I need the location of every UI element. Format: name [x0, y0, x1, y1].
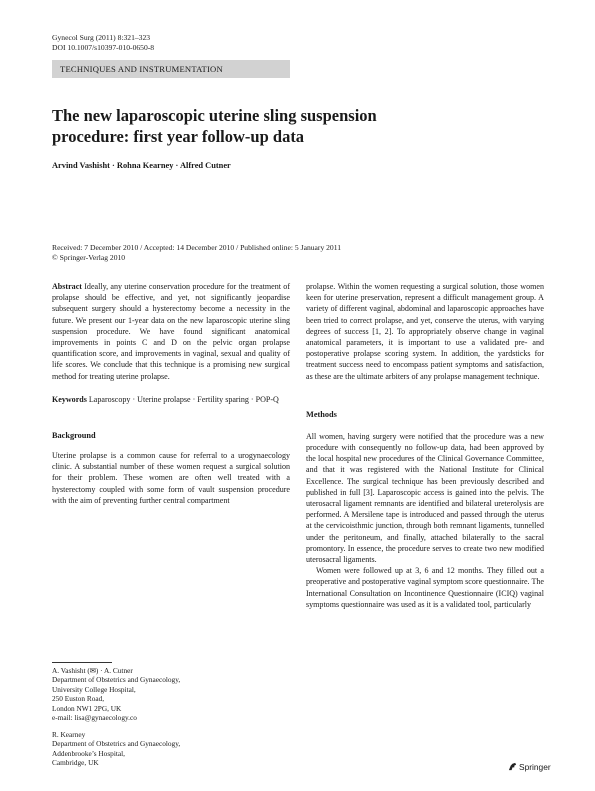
- methods-paragraph-2: Women were followed up at 3, 6 and 12 months. They filled out a preoperative and postoperative vaginal symptom score questionnaire. The International Consultation on Incontinence Questionnaire (ICIQ) vaginal symptoms questionnaire was used as it is a validated tool, particularly: [306, 566, 544, 609]
- intro-continued-paragraph: prolapse. Within the women requesting a surgical solution, those women keen for uterine preservation, represent a difficult management group. A variety of different vaginal, abdominal and laparoscopic approaches have been tried to correct prolapse, and yet, conserve the uterus, with varying degrees of success [1, 2]. To appropriately observe change in vaginal anatomical parameters, it is important to use a validated pre- and postoperative prolapse scoring system. In addition, the yardsticks for treatment success need to encompass patient symptoms and satisfaction, as these are the ultimate arbiters of any prolapse management technique.: [306, 282, 544, 381]
- keywords-label: Keywords: [52, 394, 87, 404]
- affiliation-2: [52, 730, 290, 768]
- affil1-dept: Department of Obstetrics and Gynaecology,: [52, 675, 181, 685]
- doi: DOI 10.1007/s10397-010-0650-8: [52, 43, 155, 52]
- methods-paragraph-1: All women, having surgery were notified that the procedure was a new procedure with consequently no follow-up data, had been approved by the local hospital new procedures of the Clinical Governance Committee, and that it was registered with the National Institute for Clinical Excellence. The surgical technique has been previously described and published in full [3]. Laparoscopic access is gained into the pelvis. The uterosacral ligament remnants are identified and bilateral ureterolysis are performed. A Mersilene tape is introduced and passed through the uterus at the cervicoisthmic junction, through both remnant ligaments, tunnelled under the peritoneum, and finally, attached bilaterally to the sacral promontory. In essence, the procedure serves to create two new modified uterosacral ligaments.: [306, 431, 544, 565]
- journal-citation: Gynecol Surg (2011) 8:321–323: [52, 33, 151, 42]
- springer-wordmark: Springer: [519, 762, 551, 772]
- section-banner: [52, 60, 290, 78]
- springer-horse-icon: [508, 762, 517, 771]
- copyright: © Springer-Verlag 2010: [52, 253, 126, 262]
- background-paragraph: Uterine prolapse is a common cause for referral to a urogynaecology clinic. A substantial number of these women request a surgical solution for their problem. These women are often well treated with a hysterectomy coupled with some form of vault suspension procedure with the aim of preventing further central compartment: [52, 451, 290, 505]
- affil1-inst: University College Hospital,: [52, 684, 136, 694]
- affil1-names: A. Vashisht (✉) · A. Cutner: [52, 666, 133, 675]
- affil1-email[interactable]: e-mail: lisa@gynaecology.co: [52, 713, 137, 723]
- methods-heading: Methods: [306, 409, 337, 419]
- keywords: [52, 394, 290, 405]
- publication-dates: Received: 7 December 2010 / Accepted: 14 December 2010 / Published online: 5 January 2011: [52, 243, 342, 252]
- title-line-1: The new laparoscopic uterine sling suspension: [52, 106, 377, 125]
- author-list: Arvind Vashisht · Rohna Kearney · Alfred Cutner: [52, 161, 231, 170]
- affil2-dept: Department of Obstetrics and Gynaecology,: [52, 739, 181, 749]
- left-column: [52, 281, 290, 506]
- section-label: TECHNIQUES AND INSTRUMENTATION: [60, 64, 223, 74]
- background-heading: Background: [52, 431, 96, 441]
- article-title: [52, 105, 472, 147]
- keywords-text: Laparoscopy · Uterine prolapse · Fertility sparing · POP-Q: [88, 394, 279, 404]
- affil2-inst: Addenbrooke’s Hospital,: [52, 748, 125, 758]
- right-column: [306, 281, 544, 610]
- affil2-city: Cambridge, UK: [52, 758, 99, 768]
- abstract-label: Abstract: [52, 282, 82, 291]
- affil1-city: London NW1 2PG, UK: [52, 703, 122, 713]
- affil2-name: R. Kearney: [52, 730, 86, 739]
- affil1-street: 250 Euston Road,: [52, 694, 105, 704]
- affiliation-1: [52, 666, 290, 722]
- abstract-text: Ideally, any uterine conservation procedure for the treatment of prolapse should be effective, and yet, not significantly jeopardise subsequent surgery should a hysterectomy become a necessity in the future. We present our 1-year data on the new laparoscopic uterine sling suspension procedure. We have found significant anatomical improvements in points C and D on the pelvic organ prolapse quantification score, and improvements in vaginal, sexual and quality of life scores. We conclude that this technique is a promising new surgical method for treating uterine prolapse.: [52, 282, 290, 381]
- springer-logo: [508, 762, 551, 772]
- footnote-rule: [52, 662, 112, 663]
- abstract: [52, 281, 290, 382]
- title-line-2: procedure: first year follow-up data: [52, 127, 305, 146]
